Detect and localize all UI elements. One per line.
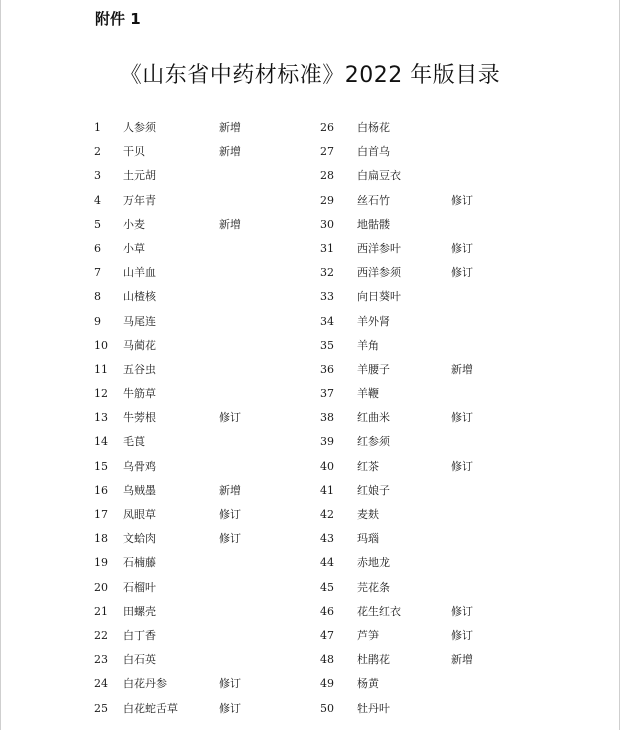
entry-name: 山羊血: [123, 266, 156, 280]
entry-name: 干贝: [123, 145, 145, 159]
entry-number: 22: [94, 628, 108, 642]
entry-number: 14: [94, 435, 108, 449]
entry-name: 花生红衣: [357, 604, 401, 618]
entry-name: 羊鞭: [357, 387, 379, 401]
entry-name: 芦笋: [357, 628, 379, 642]
entry-status: 修订: [219, 701, 241, 715]
entry-name: 白花蛇舌草: [123, 701, 178, 715]
entry-name: 毛茛: [123, 435, 145, 449]
entry-status: 修订: [451, 241, 473, 255]
entry-name: 红茶: [357, 459, 379, 473]
document-title: 《山东省中药材标准》2022 年版目录: [119, 63, 501, 88]
entry-number: 39: [320, 435, 334, 449]
entry-number: 50: [320, 701, 334, 715]
entry-name: 白扁豆衣: [357, 169, 401, 183]
entry-name: 马蔺花: [123, 338, 156, 352]
entry-number: 18: [94, 532, 108, 546]
entry-name: 小麦: [123, 217, 145, 231]
entry-status: 修订: [451, 411, 473, 425]
entry-number: 5: [94, 217, 101, 231]
entry-number: 24: [94, 677, 108, 691]
entry-name: 白丁香: [123, 628, 156, 642]
entry-status: 新增: [219, 121, 241, 134]
entry-name: 白花丹参: [123, 677, 167, 691]
entry-number: 21: [94, 604, 108, 618]
entry-number: 35: [320, 338, 334, 352]
entry-name: 马尾连: [123, 314, 156, 328]
entry-number: 41: [320, 483, 334, 497]
entry-name: 杜鹃花: [357, 653, 390, 667]
entry-number: 43: [320, 532, 334, 546]
entry-number: 15: [94, 459, 108, 473]
entry-number: 28: [320, 169, 334, 183]
entry-status: 修订: [451, 193, 473, 207]
entry-name: 小草: [123, 241, 145, 255]
entry-name: 田螺壳: [123, 604, 156, 618]
entry-name: 丝石竹: [357, 193, 390, 207]
entry-name: 白杨花: [357, 121, 390, 134]
entry-number: 6: [94, 241, 101, 255]
entry-name: 文蛤肉: [123, 532, 156, 546]
entry-number: 19: [94, 556, 108, 570]
entry-number: 37: [320, 387, 334, 401]
entry-number: 48: [320, 653, 334, 667]
entry-number: 34: [320, 314, 334, 328]
entry-number: 12: [94, 387, 108, 401]
entry-name: 玛瑙: [357, 532, 379, 546]
entry-name: 红曲米: [357, 411, 390, 425]
entry-name: 西洋参叶: [357, 241, 401, 255]
entry-status: 修订: [451, 266, 473, 280]
entry-name: 红娘子: [357, 483, 390, 497]
entry-name: 乌贼墨: [123, 483, 156, 497]
attachment-label: 附件 1: [95, 10, 141, 28]
entry-status: 新增: [219, 145, 241, 159]
entry-number: 27: [320, 145, 334, 159]
entry-status: 修订: [451, 459, 473, 473]
entry-name: 牛蒡根: [123, 411, 156, 425]
entry-status: 修订: [219, 677, 241, 691]
entry-name: 五谷虫: [123, 362, 156, 376]
entry-name: 乌骨鸡: [123, 459, 156, 473]
entry-name: 山楂核: [123, 290, 156, 304]
entry-name: 土元胡: [123, 169, 156, 183]
entry-name: 芫花条: [357, 580, 390, 594]
entry-number: 30: [320, 217, 334, 231]
entry-number: 31: [320, 241, 334, 255]
entry-name: 石楠藤: [123, 556, 156, 570]
entry-number: 8: [94, 290, 101, 304]
entry-status: 修订: [219, 532, 241, 546]
entry-name: 羊角: [357, 338, 379, 352]
entry-number: 10: [94, 338, 108, 352]
entry-status: 修订: [219, 508, 241, 521]
entry-status: 修订: [451, 628, 473, 642]
entry-number: 7: [94, 266, 101, 280]
entry-number: 26: [320, 121, 334, 134]
entry-number: 29: [320, 193, 334, 207]
entry-number: 20: [94, 580, 108, 594]
entry-status: 新增: [219, 483, 241, 497]
entry-number: 42: [320, 508, 334, 521]
entry-status: 新增: [451, 362, 473, 376]
entry-number: 36: [320, 362, 334, 376]
entry-status: 修订: [219, 411, 241, 425]
entry-number: 40: [320, 459, 334, 473]
entry-number: 32: [320, 266, 334, 280]
entry-status: 修订: [451, 604, 473, 618]
entry-number: 49: [320, 677, 334, 691]
entry-name: 白首乌: [357, 145, 390, 159]
entry-name: 羊外肾: [357, 314, 390, 328]
entry-number: 2: [94, 145, 101, 159]
entry-number: 46: [320, 604, 334, 618]
entry-name: 向日葵叶: [357, 290, 401, 304]
entry-name: 羊腰子: [357, 362, 390, 376]
entry-number: 11: [94, 362, 108, 376]
entry-name: 白石英: [123, 653, 156, 667]
entry-name: 石榴叶: [123, 580, 156, 594]
entry-name: 麦麸: [357, 508, 379, 521]
entry-number: 44: [320, 556, 334, 570]
entry-number: 23: [94, 653, 108, 667]
entry-name: 地骷髅: [357, 217, 390, 231]
entry-number: 16: [94, 483, 108, 497]
entry-number: 17: [94, 508, 108, 521]
entry-name: 西洋参须: [357, 266, 401, 280]
entry-status: 新增: [451, 653, 473, 667]
entry-status: 新增: [219, 217, 241, 231]
entry-name: 赤地龙: [357, 556, 390, 570]
entry-name: 牡丹叶: [357, 701, 390, 715]
entry-number: 47: [320, 628, 334, 642]
entry-name: 凤眼草: [123, 508, 156, 521]
entry-number: 3: [94, 169, 101, 183]
entry-number: 45: [320, 580, 334, 594]
entry-name: 万年青: [123, 193, 156, 207]
entry-number: 9: [94, 314, 101, 328]
entry-number: 25: [94, 701, 108, 715]
entry-name: 杨黄: [357, 677, 379, 691]
page-border-left: [0, 0, 1, 730]
entry-number: 4: [94, 193, 101, 207]
entry-number: 38: [320, 411, 334, 425]
entry-name: 红参须: [357, 435, 390, 449]
entry-name: 牛筋草: [123, 387, 156, 401]
entry-number: 1: [94, 121, 101, 134]
entry-name: 人参须: [123, 121, 156, 134]
entry-number: 33: [320, 290, 334, 304]
entry-number: 13: [94, 411, 108, 425]
